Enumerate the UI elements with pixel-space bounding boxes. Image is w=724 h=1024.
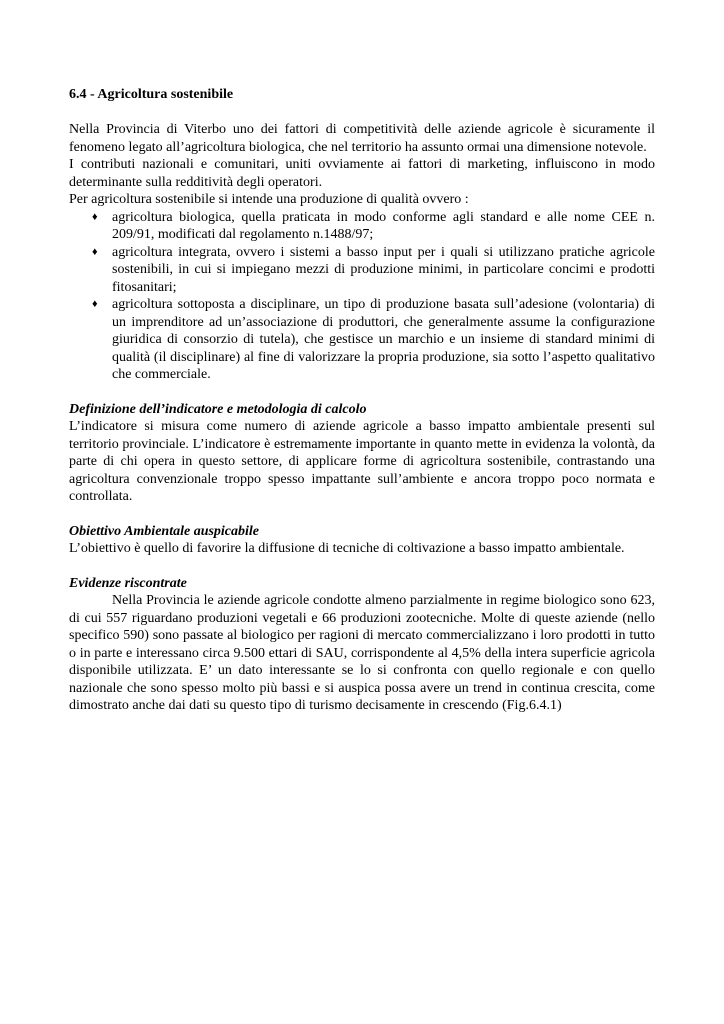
list-item-text: agricoltura biologica, quella praticata in modo conforme agli standard e alle nome CEE n. 209/91, modificati dal regolamento n.1488/97;: [112, 209, 655, 242]
intro-paragraph: I contributi nazionali e comunitari, uniti ovviamente ai fattori di marketing, influiscono in modo determinante sulla redditività degli operatori.: [69, 157, 655, 190]
intro-paragraph: Nella Provincia di Viterbo uno dei fattori di competitività delle aziende agricole è sicuramente il fenomeno legato all’agricoltura biologica, che nel territorio ha assunto ormai una dimensione notevole.: [69, 122, 655, 155]
evidence-paragraph: Nella Provincia le aziende agricole condotte almeno parzialmente in regime biologico sono 623, di cui 557 riguardano produzioni vegetali e 66 produzioni zootecniche. Molte di queste aziende (nello specifico 590) sono passate al biologico per ragioni di mercato commercializzano i loro prodotti in tutto o in parte e interessano circa 9.500 ettari di SAU, corrispondente al 4,5% della intera superficie agricola disponibile utilizzata. E’ un dato interessante se lo si confronta con quello regionale e con quello nazionale che sono spesso molto più bassi e si auspica possa avere un trend in continua crescita, come dimostrato anche dai dati su questo tipo di turismo decisamente in crescendo (Fig.6.4.1): [69, 593, 655, 713]
list-item: [69, 244, 655, 297]
list-item-text: agricoltura integrata, ovvero i sistemi a basso input per i quali si utilizzano pratiche agricole sostenibili, in cui si impiegano mezzi di produzione minimi, in particolare concimi e prodotti fitosanitari;: [112, 244, 655, 295]
definition-heading: Definizione dell’indicatore e metodologia di calcolo: [69, 401, 367, 417]
definition-paragraph: L’indicatore si misura come numero di aziende agricole a basso impatto ambientale presenti sul territorio provinciale. L’indicatore è estremamente importante in quanto mette in evidenza la volontà, da parte di chi opera in questo settore, di applicare forme di agricoltura sostenibile, contrastando una agricoltura convenzionale troppo spesso impattante sull’ambiente e ancora troppo poco normata e controllata.: [69, 419, 655, 504]
list-item: [69, 209, 655, 244]
diamond-bullet-icon: ♦: [92, 245, 98, 258]
intro-paragraph: Per agricoltura sostenibile si intende una produzione di qualità ovvero :: [69, 192, 469, 207]
list-item-text: agricoltura sottoposta a disciplinare, un tipo di produzione basata sull’adesione (volontaria) di un imprenditore ad un’associazione di produttori, che generalmente assume la configurazione giuridica di consorzio di tutela), che gestisce un marchio e un insieme di standard minimi di qualità (il disciplinare) al fine di valorizzare la propria produzione, sia sotto l’aspetto qualitativo che commerciale.: [112, 297, 655, 382]
list-item: [69, 296, 655, 384]
objective-paragraph: L’obiettivo è quello di favorire la diffusione di tecniche di coltivazione a basso impatto ambientale.: [69, 541, 625, 556]
section-title: 6.4 - Agricoltura sostenibile: [69, 87, 234, 102]
objective-heading: Obiettivo Ambientale auspicabile: [69, 523, 260, 539]
evidence-heading: Evidenze riscontrate: [69, 575, 187, 591]
diamond-bullet-icon: ♦: [92, 298, 98, 310]
quality-types-list: [69, 209, 655, 384]
diamond-bullet-icon: ♦: [92, 210, 98, 223]
